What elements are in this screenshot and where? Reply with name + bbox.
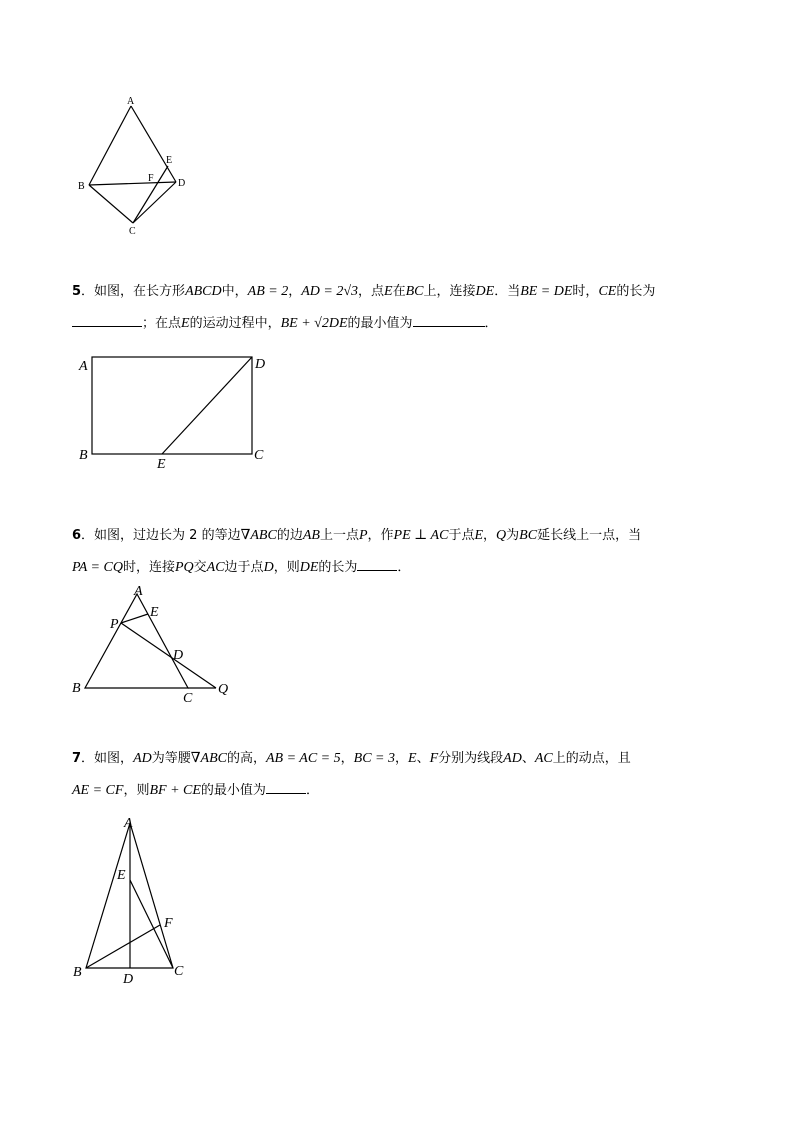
- text: 的边: [276, 528, 303, 543]
- text: 上一点: [319, 528, 359, 543]
- label-q: Q: [218, 682, 229, 697]
- label-a: A: [127, 96, 135, 107]
- math: PA = CQ: [72, 560, 123, 575]
- answer-blank-1[interactable]: [72, 312, 142, 327]
- text: 上的动点，且: [552, 751, 631, 766]
- question-7-line-1: [72, 743, 732, 775]
- question-number: 7: [72, 751, 82, 766]
- segment-ab: [89, 106, 131, 185]
- math: BE = DE: [520, 284, 573, 299]
- segment-pq: [121, 623, 216, 688]
- figure-isosceles-triangle-abc: [66, 810, 206, 990]
- text: ，: [394, 751, 408, 766]
- math: Q: [496, 528, 507, 543]
- math: BE + √2DE: [280, 316, 348, 331]
- text: 的最小值为: [347, 316, 413, 331]
- label-e: E: [117, 868, 126, 883]
- answer-blank[interactable]: [266, 779, 306, 794]
- figure-triangle-abc-pq: [66, 580, 246, 710]
- text: 中，: [221, 284, 248, 299]
- text: 、: [521, 751, 535, 766]
- text: 的长为: [616, 284, 656, 299]
- triangle-abc: [85, 594, 188, 688]
- question-7: [72, 743, 732, 807]
- text: 时，连接: [122, 560, 175, 575]
- text: 交: [193, 560, 207, 575]
- math: AB = AC = 5: [265, 751, 341, 766]
- label-e: E: [150, 605, 159, 620]
- text: ，: [340, 751, 354, 766]
- segment-bc: [89, 185, 133, 223]
- text: ，则: [123, 783, 150, 798]
- label-a: A: [124, 816, 133, 831]
- math: AE = CF: [72, 783, 124, 798]
- math: DE: [475, 284, 495, 299]
- math: BC: [519, 528, 538, 543]
- segment-ad: [131, 106, 176, 182]
- text: 的运动过程中，: [189, 316, 281, 331]
- text: 在: [392, 284, 406, 299]
- text: 的长为: [318, 560, 358, 575]
- math: AD: [133, 751, 152, 766]
- math: AB: [302, 528, 320, 543]
- question-6: [72, 520, 732, 584]
- text: 边于点: [224, 560, 264, 575]
- text: 时，: [572, 284, 599, 299]
- text: ．如图，: [81, 751, 134, 766]
- math: E: [474, 528, 484, 543]
- label-d: D: [178, 178, 186, 189]
- question-5-line-1: [72, 276, 732, 308]
- math: BC = 3: [353, 751, 395, 766]
- text: ，则: [273, 560, 300, 575]
- text: 为: [506, 528, 520, 543]
- label-b: B: [78, 181, 85, 192]
- label-e: E: [157, 457, 166, 472]
- text: 为等腰: [151, 751, 191, 766]
- question-number: 5: [72, 284, 82, 299]
- label-p: P: [110, 617, 119, 632]
- label-c: C: [254, 448, 264, 463]
- math: ∇ABC: [190, 751, 227, 766]
- text: ．: [397, 560, 411, 575]
- text: ；在点: [142, 316, 182, 331]
- label-c: C: [129, 226, 136, 237]
- text: 上，连接: [423, 284, 476, 299]
- question-6-line-1: [72, 520, 732, 552]
- math: F: [429, 751, 439, 766]
- math: AD = 2√3: [301, 284, 359, 299]
- text: 分别为线段: [438, 751, 504, 766]
- label-d: D: [173, 648, 184, 663]
- math: ∇ABC: [240, 528, 277, 543]
- label-d: D: [123, 972, 134, 987]
- text: ．如图，过边长为 2 的等边: [81, 528, 241, 543]
- math: AB = 2: [247, 284, 289, 299]
- figure-rectangle-abcd: [72, 350, 282, 475]
- text: ．当: [494, 284, 521, 299]
- question-number: 6: [72, 528, 82, 543]
- label-d: D: [255, 357, 266, 372]
- label-c: C: [183, 691, 193, 706]
- math: CE: [598, 284, 617, 299]
- rectangle-abcd: [92, 357, 252, 454]
- text: ．如图，在长方形: [81, 284, 186, 299]
- text: ，: [483, 528, 497, 543]
- label-b: B: [73, 965, 82, 980]
- math: E: [181, 316, 190, 331]
- segment-bd: [89, 182, 176, 185]
- label-a: A: [79, 359, 88, 374]
- question-7-line-2: [72, 775, 732, 807]
- label-b: B: [72, 681, 81, 696]
- math: AD: [503, 751, 522, 766]
- text: 的最小值为: [200, 783, 266, 798]
- label-f: F: [148, 173, 154, 184]
- label-c: C: [174, 964, 184, 979]
- math: BC: [405, 284, 424, 299]
- math: E: [408, 751, 417, 766]
- label-a: A: [134, 584, 143, 599]
- text: ．: [305, 783, 319, 798]
- math: ABCD: [185, 284, 222, 299]
- math: D: [263, 560, 274, 575]
- math: BF + CE: [149, 783, 201, 798]
- label-f: F: [164, 916, 173, 931]
- text: ．: [484, 316, 498, 331]
- math: PE ⊥ AC: [393, 528, 449, 543]
- text: 延长线上一点，当: [537, 528, 642, 543]
- text: ，点: [358, 284, 385, 299]
- math: AC: [534, 751, 553, 766]
- math: DE: [299, 560, 319, 575]
- figure-kite-abcd: [70, 90, 210, 240]
- text: 、: [416, 751, 430, 766]
- segment-de: [162, 357, 252, 454]
- text: ，作: [367, 528, 394, 543]
- math: P: [358, 528, 368, 543]
- text: 于点: [448, 528, 475, 543]
- math: E: [384, 284, 393, 299]
- text: ，: [288, 284, 302, 299]
- text: 的高，: [226, 751, 266, 766]
- question-5-line-2: [72, 308, 732, 340]
- answer-blank-2[interactable]: [413, 312, 485, 327]
- question-5: [72, 276, 732, 340]
- label-e: E: [166, 155, 173, 166]
- math: PQ: [174, 560, 194, 575]
- answer-blank[interactable]: [357, 556, 397, 571]
- math: AC: [206, 560, 225, 575]
- label-b: B: [79, 448, 88, 463]
